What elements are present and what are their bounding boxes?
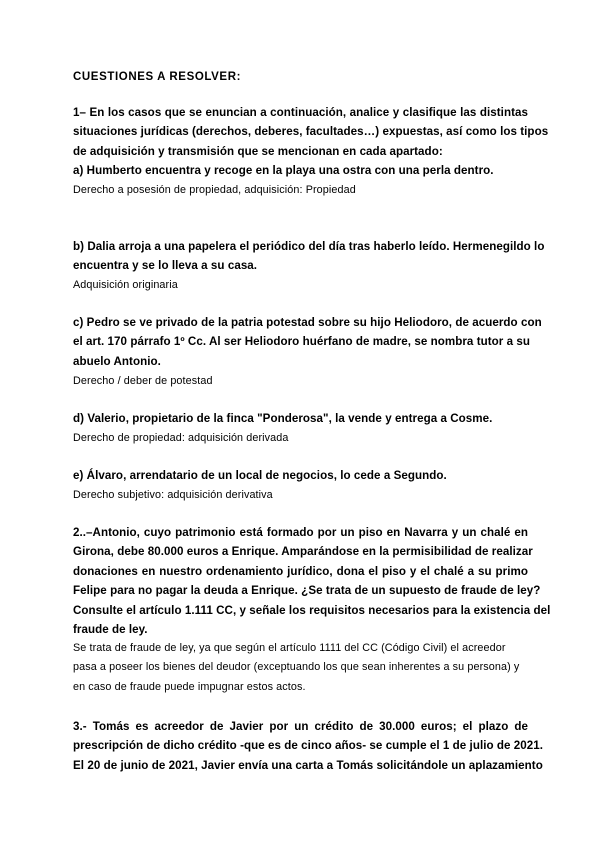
text-line: pasa a poseer los bienes del deudor (exceptuando los que sean inherentes a su persona) y: [73, 661, 520, 674]
text-line: Felipe para no pagar la deuda a Enrique. ¿Se trata de un supuesto de fraude de ley?: [73, 584, 541, 598]
text-line: encuentra y se lo lleva a su casa.: [73, 259, 258, 273]
text-line: Consulte el artículo 1.111 CC, y señale los requisitos necesarios para la existencia del: [73, 603, 551, 617]
text-line: abuelo Antonio.: [73, 354, 161, 368]
question-1-intro: [73, 103, 549, 161]
text-line: de adquisición y transmisión que se mencionan en cada apartado:: [73, 144, 443, 158]
text-line: Derecho a posesión de propiedad, adquisición: Propiedad: [73, 184, 356, 196]
question-1d: [73, 409, 528, 428]
text-line: e) Álvaro, arrendatario de un local de negocios, lo cede a Segundo.: [73, 469, 447, 482]
text-line: 2..–Antonio, cuyo patrimonio está formado por un piso en Navarra y un chalé en: [73, 526, 528, 539]
answer-1a: [73, 181, 533, 200]
text-line: b) Dalia arroja a una papelera el periódico del día tras haberlo leído. Hermenegildo lo: [73, 240, 545, 253]
text-line: Adquisición originaria: [73, 279, 178, 291]
answer-1e: [73, 486, 533, 505]
question-1b: [73, 237, 545, 276]
question-1c: [73, 313, 542, 371]
text-line: en caso de fraude puede impugnar estos actos.: [73, 680, 306, 693]
text-line: 1– En los casos que se enuncian a continuación, analice y clasifique las distintas: [73, 106, 528, 119]
answer-1d: [73, 429, 533, 448]
text-line: d) Valerio, propietario de la finca "Ponderosa", la vende y entrega a Cosme.: [73, 412, 493, 425]
text-line: Girona, debe 80.000 euros a Enrique. Amparándose en la permisibilidad de realizar: [73, 545, 533, 559]
answer-1c: [73, 372, 533, 391]
text-line: c) Pedro se ve privado de la patria potestad sobre su hijo Heliodoro, de acuerdo con: [73, 316, 542, 329]
text-line: Derecho subjetivo: adquisición derivativa: [73, 489, 273, 501]
question-3: [73, 717, 544, 775]
text-line: El 20 de junio de 2021, Javier envía una carta a Tomás solicitándole un aplazamiento: [73, 758, 543, 772]
text-line: fraude de ley.: [73, 623, 148, 637]
text-line: a) Humberto encuentra y recoge en la playa una ostra con una perla dentro.: [73, 164, 494, 177]
text-line: situaciones jurídicas (derechos, deberes, facultades…) expuestas, así como los tipos: [73, 125, 549, 139]
question-1e: [73, 466, 528, 485]
section-heading: CUESTIONES A RESOLVER:: [73, 71, 242, 83]
text-line: Se trata de fraude de ley, ya que según el artículo 1111 del CC (Código Civil) el acreedor: [73, 642, 506, 654]
answer-2: [73, 639, 533, 697]
answer-1b: [73, 276, 533, 295]
text-line: Derecho / deber de potestad: [73, 375, 213, 387]
text-line: Derecho de propiedad: adquisición derivada: [73, 432, 289, 444]
text-line: donaciones en nuestro ordenamiento jurídico, dona el piso y el chalé a su primo: [73, 564, 528, 578]
question-2: [73, 523, 551, 639]
text-line: 3.- Tomás es acreedor de Javier por un crédito de 30.000 euros; el plazo de: [73, 720, 528, 733]
text-line: prescripción de dicho crédito -que es de cinco años- se cumple el 1 de julio de 2021.: [73, 739, 544, 753]
question-1a: [73, 161, 528, 180]
text-line: el art. 170 párrafo 1º Cc. Al ser Heliodoro huérfano de madre, se nombra tutor a su: [73, 335, 531, 349]
